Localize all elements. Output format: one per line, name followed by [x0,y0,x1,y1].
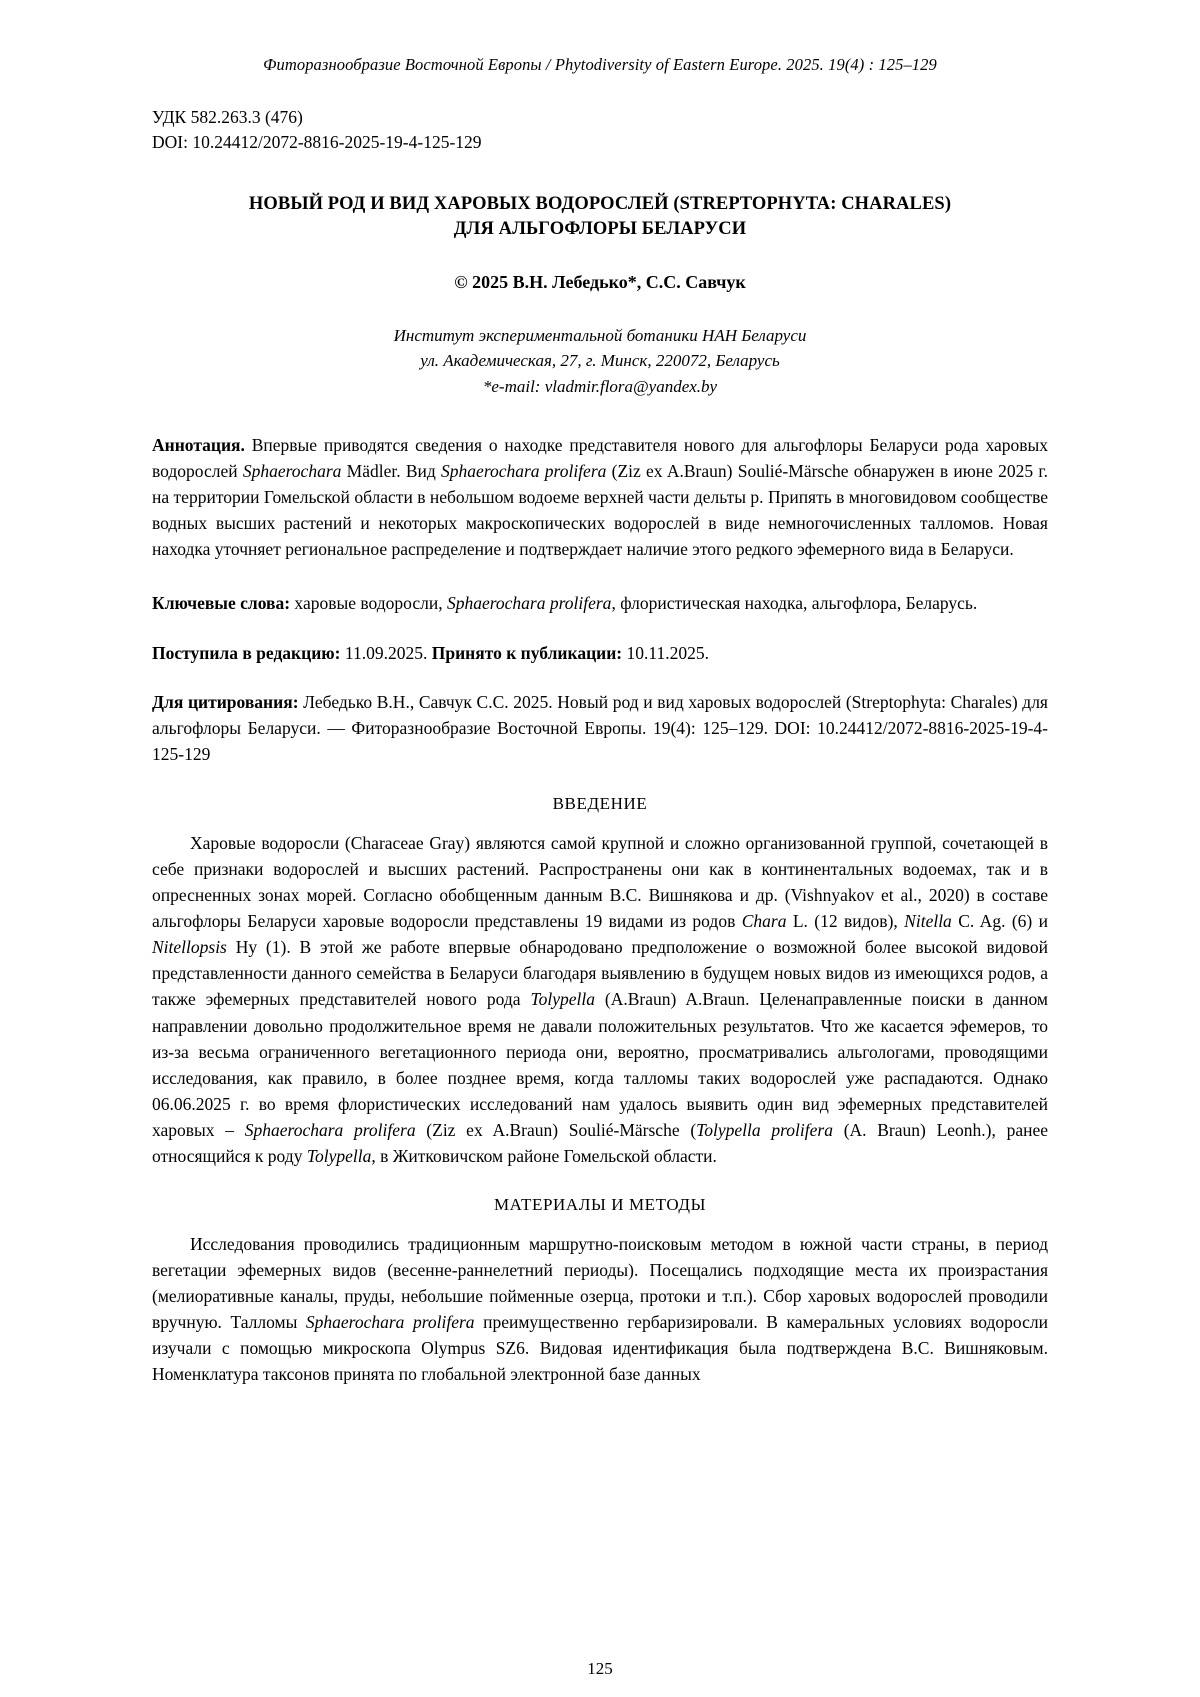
intro-genus-tolypella-1: Tolypella [530,989,595,1010]
abstract-text-1: Впервые приводятся сведения о находке представителя нового для альгофлоры Беларуси рода харовых водорослей [152,435,1048,482]
intro-species-sphaerochara: Sphaerochara prolifera [244,1119,416,1140]
citation-block [152,690,1048,768]
abstract-text-2: Mädler. Вид [341,461,442,482]
section-heading-materials-methods: МАТЕРИАЛЫ И МЕТОДЫ [493,1194,707,1214]
intro-t5: (A.Braun) A.Braun. Целенаправленные поиски в данном направлении довольно продолжительное время не давали положительных результатов. Что же касается эфемеров, то из-за весьма ограниченного вегетационного периода они, вероятно, просматривались альгологами, проводящими исследования, как правило, в более позднее время, когда талломы таких водорослей уже распадаются. Однако 06.06.2025 г. во время флористических исследований нам удалось выявить один вид эфемерных представителей харовых – [152,989,1048,1140]
received-label: Поступила в редакцию: [152,642,341,663]
section-heading-introduction: ВВЕДЕНИЕ [552,794,648,814]
page-title [152,192,1048,242]
keywords-text-2: , флористическая находка, альгофлора, Беларусь. [611,592,978,613]
keywords-label: Ключевые слова: [152,592,291,613]
intro-t7: (A. Braun) Leonh.), ранее относящийся к роду [152,1119,1049,1166]
intro-t4: Hy (1). В этой же работе впервые обнародовано предположение о возможной более высокой видовой представленности данного семейства в Беларуси благодаря выявлению в будущем новых видов из имеющихся родов, а также эфемерных представителей нового рода [152,937,1048,1010]
intro-genus-nitellopsis: Nitellopsis [152,937,227,958]
title-line-2: ДЛЯ АЛЬГОФЛОРЫ БЕЛАРУСИ [453,218,747,239]
intro-t6: (Ziz ex A.Braun) Soulié-Märsche ( [415,1119,697,1140]
accepted-value: 10.11.2025. [622,642,709,663]
authors: © 2025 В.Н. Лебедько*, С.С. Савчук [454,271,746,292]
affiliation-address: ул. Академическая, 27, г. Минск, 220072, Беларусь [420,351,780,371]
page-number: 125 [587,1659,613,1678]
abstract-genus-name: Sphaerochara [242,461,342,482]
accepted-label: Принято к публикации: [431,642,623,663]
abstract-text-3: (Ziz ex A.Braun) Soulié-Märsche обнаружен в июне 2025 г. на территории Гомельской области в небольшом водоеме верхней части дельты р. Припять в многовидовом сообществе водных высших растений и некоторых макроскопических водорослей в виде немногочисленных талломов. Новая находка уточняет региональное распределение и подтверждает наличие этого редкого эфемерного вида в Беларуси. [152,461,1049,559]
introduction-paragraph [152,830,1048,1169]
keywords-text-1: харовые водоросли, [290,592,447,613]
intro-t2: L. (12 видов), [786,911,905,932]
citation-label: Для цитирования: [152,692,299,713]
publication-dates [152,641,1048,667]
keywords-species-name: Sphaerochara prolifera [446,592,612,613]
intro-genus-nitella: Nitella [904,911,952,932]
title-line-1: НОВЫЙ РОД И ВИД ХАРОВЫХ ВОДОРОСЛЕЙ (STREPTOPHYTA: CHARALES) [248,193,952,214]
citation-text: Лебедько В.Н., Савчук С.С. 2025. Новый род и вид харовых водорослей (Streptophyta: Charales) для альгофлоры Беларуси. — Фиторазнообразие Восточной Европы. 19(4): 125–129. DOI: 10.24412/2072-8816-2025-19-4-125-129 [152,692,1048,765]
running-head: Фиторазнообразие Восточной Европы / Phytodiversity of Eastern Europe. 2025. 19(4) : 125–129 [263,55,937,74]
affiliation-email: *e-mail: vladmir.flora@yandex.by [482,376,718,396]
keywords [152,591,1048,617]
intro-genus-tolypella-2: Tolypella [306,1145,372,1166]
intro-genus-chara: Chara [741,911,787,932]
abstract [152,433,1048,562]
affiliation-institute: Институт экспериментальной ботаники НАН Беларуси [393,325,807,345]
abstract-label: Аннотация. [152,435,245,456]
intro-t3: C. Ag. (6) и [951,911,1048,932]
intro-species-tolypella-prolifera: Tolypella prolifera [696,1119,833,1140]
methods-t2: преимущественно гербаризировали. В камеральных условиях водоросли изучали с помощью микроскопа Olympus SZ6. Видовая идентификация была подтверждена В.С. Вишняковым. Номенклатура таксонов принята по глобальной электронной базе данных [152,1312,1048,1385]
received-value: 11.09.2025. [340,642,432,663]
intro-t1: Харовые водоросли (Characeae Gray) являются самой крупной и сложно организованной группой, сочетающей в себе признаки водорослей и высших растений. Распространены они как в континентальных водоемах, так и в опресненных зонах морей. Согласно обобщенным данным В.С. Вишнякова и др. (Vishnyakov et al., 2020) в составе альгофлоры Беларуси харовые водоросли представлены 19 видами из родов [152,833,1048,932]
affiliation [152,323,1048,400]
doi-code: DOI: 10.24412/2072-8816-2025-19-4-125-129 [152,132,482,153]
identifier-block [152,105,1048,156]
materials-methods-paragraph [152,1231,1048,1387]
intro-t8: , в Житковичском районе Гомельской области. [371,1145,717,1166]
methods-species-name: Sphaerochara prolifera [305,1312,475,1333]
methods-t1: Исследования проводились традиционным маршрутно-поисковым методом в южной части страны, в период вегетации эфемерных видов (весенне-раннелетний периоды). Посещались подходящие места их произрастания (мелиоративные каналы, пруды, небольшие пойменные озерца, протоки и т.п.). Сбор харовых водорослей проводили вручную. Талломы [152,1233,1048,1333]
udk-code: УДК 582.263.3 (476) [152,107,303,127]
abstract-species-name: Sphaerochara prolifera [441,461,607,482]
